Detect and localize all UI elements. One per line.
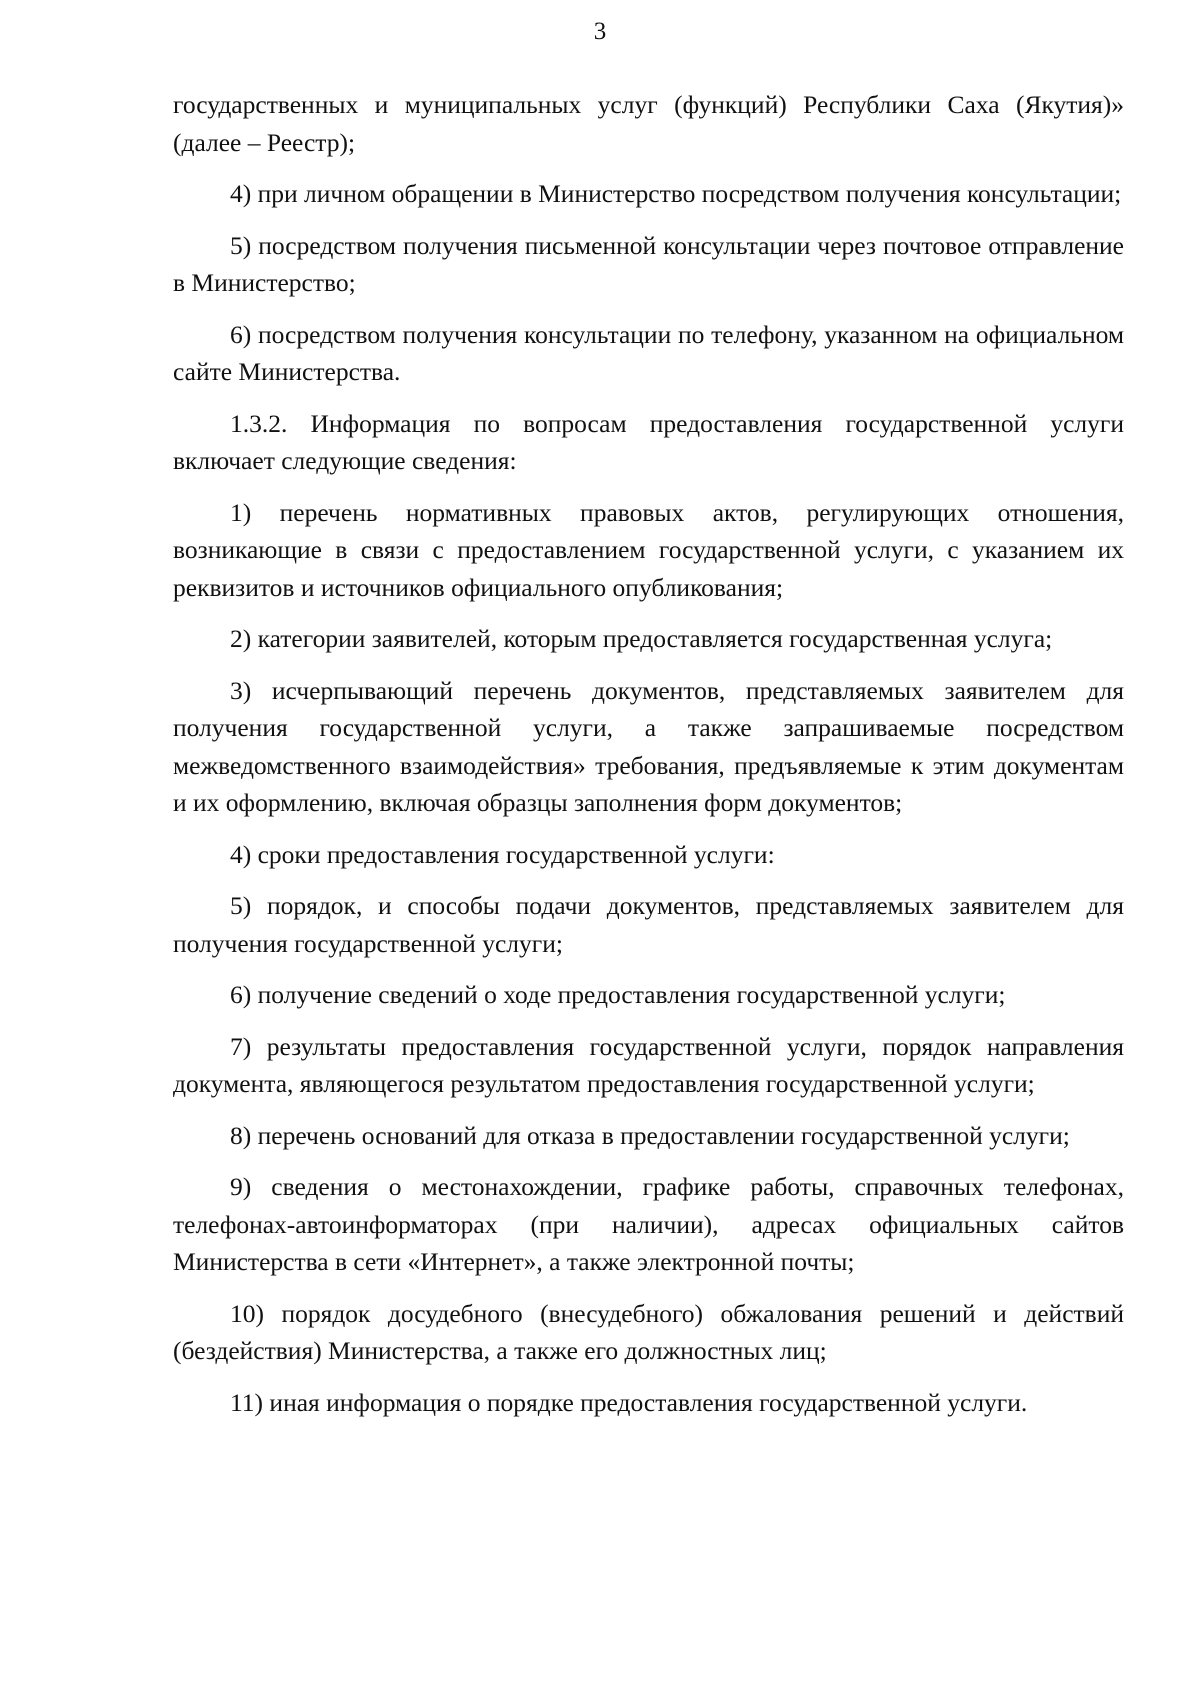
paragraph-registry-continuation: государственных и муниципальных услуг (функций) Республики Саха (Якутия)» (далее – Реестр);: [173, 90, 1124, 157]
paragraph-info-item-2: 2) категории заявителей, которым предоставляется государственная услуга;: [230, 624, 1053, 653]
paragraph-item-6-phone-consultation: 6) посредством получения консультации по телефону, указанном на официальном сайте Министерства.: [173, 319, 1124, 386]
paragraph-info-item-6: 6) получение сведений о ходе предоставления государственной услуги;: [230, 980, 1006, 1009]
document-body: [173, 86, 1124, 1435]
paragraph-info-item-10: 10) порядок досудебного (внесудебного) обжалования решений и действий (бездействия) Министерства, а также его должностных лиц;: [173, 1298, 1124, 1365]
paragraph-item-5-written-consultation: 5) посредством получения письменной консультации через почтовое отправление в Министерство;: [173, 230, 1124, 297]
paragraph-info-item-5: 5) порядок, и способы подачи документов, представляемых заявителем для получения государственной услуги;: [173, 891, 1124, 958]
paragraph-info-item-4: 4) сроки предоставления государственной услуги:: [230, 839, 775, 869]
paragraph-info-item-8: 8) перечень оснований для отказа в предоставлении государственной услуги;: [230, 1120, 1070, 1150]
paragraph-info-item-9: 9) сведения о местонахождении, графике работы, справочных телефонах, телефонах-автоинформаторах (при наличии), адресах официальных сайтов Министерства в сети «Интернет», а также электронной почты;: [173, 1172, 1124, 1276]
paragraph-info-item-7: 7) результаты предоставления государственной услуги, порядок направления документа, являющегося результатом предоставления государственной услуги;: [173, 1031, 1124, 1098]
paragraph-item-4-personal-visit: 4) при личном обращении в Министерство посредством получения консультации;: [230, 179, 1122, 208]
paragraph-info-item-1: 1) перечень нормативных правовых актов, регулирующих отношения, возникающие в связи с предоставлением государственной услуги, с указанием их реквизитов и источников официального опубликования;: [173, 497, 1124, 602]
page-number: 3: [593, 18, 607, 45]
paragraph-info-item-11: 11) иная информация о порядке предоставления государственной услуги.: [230, 1387, 1028, 1417]
paragraph-info-item-3: 3) исчерпывающий перечень документов, представляемых заявителем для получения государственной услуги, а также запрашиваемые посредством межведомственного взаимодействия» требования, предъявляемые к этим документам и их оформлению, включая образцы заполнения форм документов;: [173, 675, 1124, 817]
paragraph-section-1-3-2: 1.3.2. Информация по вопросам предоставления государственной услуги включает следующие сведения:: [173, 408, 1124, 475]
